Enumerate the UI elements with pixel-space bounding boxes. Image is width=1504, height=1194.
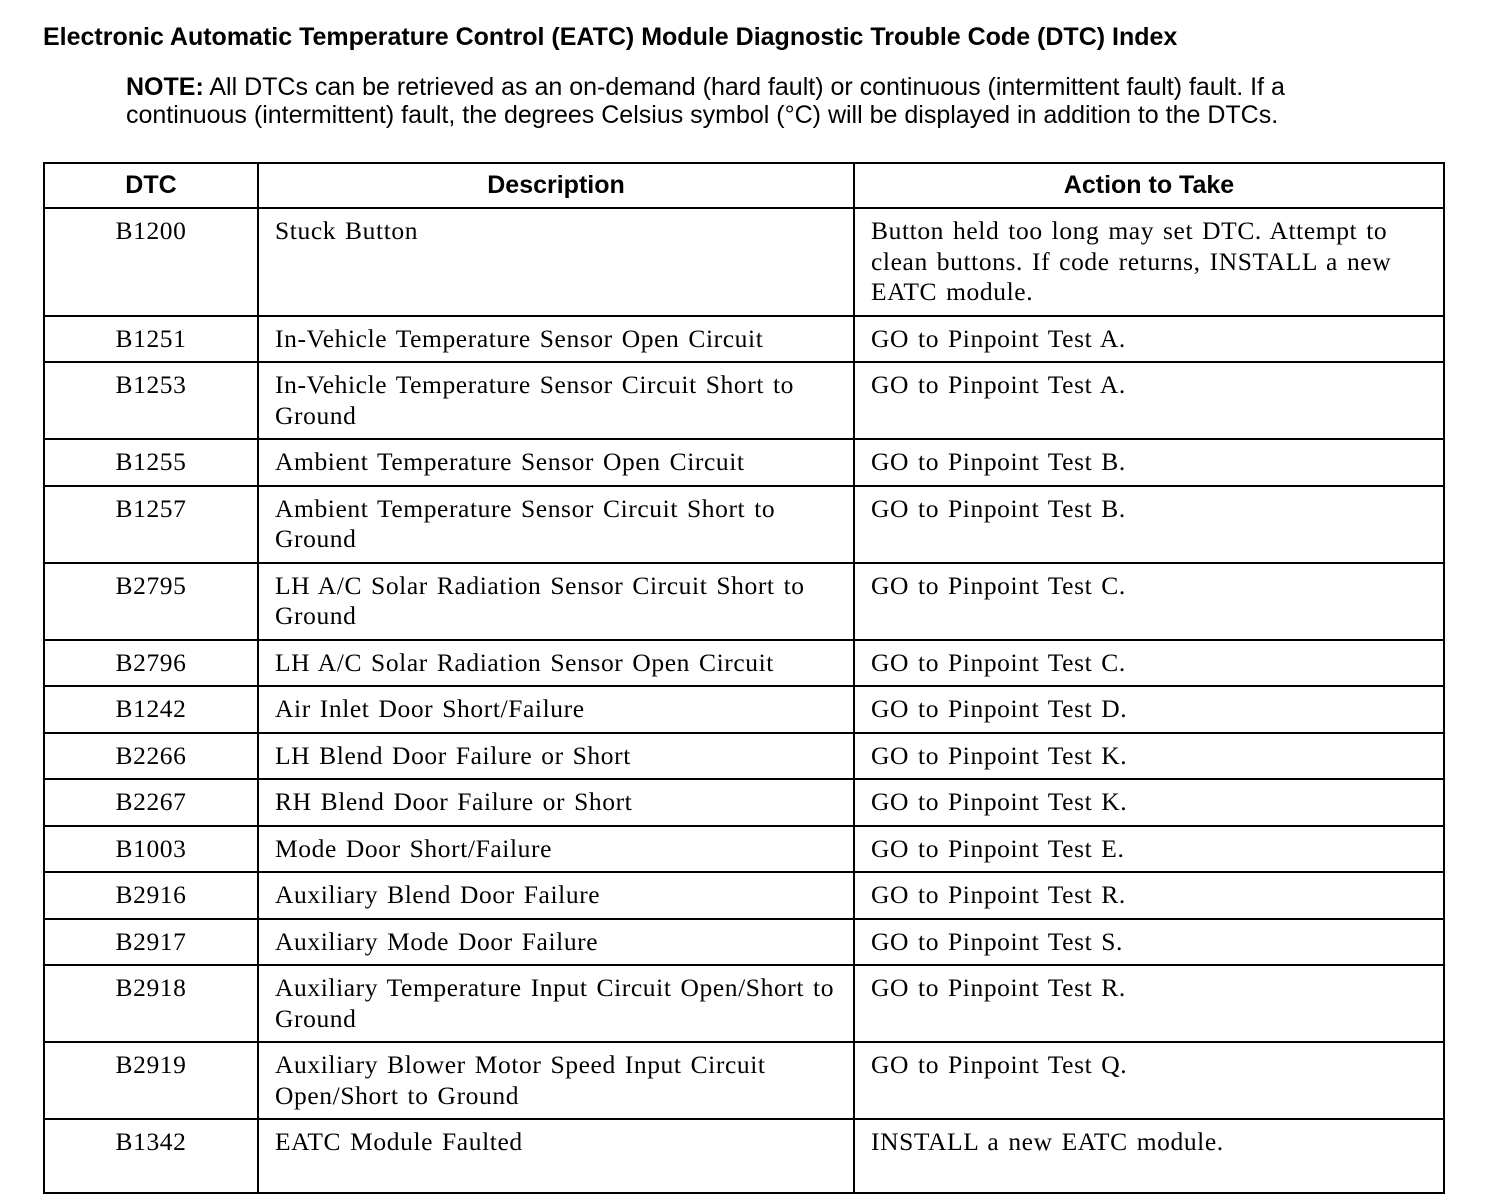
dtc-description: In-Vehicle Temperature Sensor Open Circuit (258, 316, 854, 363)
dtc-action: GO to Pinpoint Test K. (854, 779, 1444, 826)
dtc-action: GO to Pinpoint Test B. (854, 439, 1444, 486)
table-row (44, 733, 1444, 780)
dtc-description: EATC Module Faulted (258, 1119, 854, 1193)
dtc-description: LH Blend Door Failure or Short (258, 733, 854, 780)
dtc-code: B2795 (44, 563, 258, 640)
dtc-action: GO to Pinpoint Test S. (854, 919, 1444, 966)
note-paragraph (126, 74, 1386, 129)
note-text: All DTCs can be retrieved as an on-demand (hard fault) or continuous (intermittent fault) fault. If a continuous (intermittent) fault, the degrees Celsius symbol (°C) will be displayed in addition to the DTCs. (126, 73, 1285, 129)
dtc-code: B1251 (44, 316, 258, 363)
dtc-action: GO to Pinpoint Test B. (854, 486, 1444, 563)
table-row (44, 919, 1444, 966)
table-row (44, 965, 1444, 1042)
dtc-action: GO to Pinpoint Test A. (854, 362, 1444, 439)
dtc-description: Auxiliary Blower Motor Speed Input Circuit Open/Short to Ground (258, 1042, 854, 1119)
dtc-table (43, 162, 1445, 1194)
dtc-description: Auxiliary Mode Door Failure (258, 919, 854, 966)
dtc-description: Ambient Temperature Sensor Open Circuit (258, 439, 854, 486)
page-title: Electronic Automatic Temperature Control (EATC) Module Diagnostic Trouble Code (DTC) Index (43, 23, 1178, 51)
dtc-code: B1255 (44, 439, 258, 486)
dtc-code: B2919 (44, 1042, 258, 1119)
header-description: Description (258, 163, 854, 208)
dtc-action: GO to Pinpoint Test K. (854, 733, 1444, 780)
dtc-description: Auxiliary Blend Door Failure (258, 872, 854, 919)
dtc-description: RH Blend Door Failure or Short (258, 779, 854, 826)
dtc-description: Air Inlet Door Short/Failure (258, 686, 854, 733)
dtc-code: B1242 (44, 686, 258, 733)
table-row (44, 1042, 1444, 1119)
dtc-code: B2918 (44, 965, 258, 1042)
dtc-action: GO to Pinpoint Test R. (854, 965, 1444, 1042)
table-row (44, 779, 1444, 826)
dtc-code: B1003 (44, 826, 258, 873)
dtc-action: GO to Pinpoint Test Q. (854, 1042, 1444, 1119)
dtc-description: Stuck Button (258, 208, 854, 316)
dtc-code: B1342 (44, 1119, 258, 1193)
dtc-code: B1200 (44, 208, 258, 316)
table-header (44, 163, 1444, 208)
dtc-code: B2796 (44, 640, 258, 687)
dtc-action: GO to Pinpoint Test E. (854, 826, 1444, 873)
dtc-code: B2266 (44, 733, 258, 780)
dtc-description: Auxiliary Temperature Input Circuit Open/Short to Ground (258, 965, 854, 1042)
table-row (44, 686, 1444, 733)
table-row (44, 486, 1444, 563)
dtc-action: GO to Pinpoint Test C. (854, 563, 1444, 640)
table-row (44, 208, 1444, 316)
dtc-code: B1257 (44, 486, 258, 563)
table-body (44, 208, 1444, 1193)
dtc-code: B2916 (44, 872, 258, 919)
table-row (44, 362, 1444, 439)
dtc-description: Ambient Temperature Sensor Circuit Short to Ground (258, 486, 854, 563)
dtc-description: In-Vehicle Temperature Sensor Circuit Short to Ground (258, 362, 854, 439)
dtc-action: Button held too long may set DTC. Attempt to clean buttons. If code returns, INSTALL a new EATC module. (854, 208, 1444, 316)
header-row (44, 163, 1444, 208)
dtc-code: B2917 (44, 919, 258, 966)
header-action: Action to Take (854, 163, 1444, 208)
dtc-description: LH A/C Solar Radiation Sensor Open Circuit (258, 640, 854, 687)
dtc-action: GO to Pinpoint Test A. (854, 316, 1444, 363)
table-row (44, 439, 1444, 486)
dtc-description: Mode Door Short/Failure (258, 826, 854, 873)
dtc-action: INSTALL a new EATC module. (854, 1119, 1444, 1193)
header-dtc: DTC (44, 163, 258, 208)
table-row (44, 316, 1444, 363)
dtc-code: B2267 (44, 779, 258, 826)
dtc-action: GO to Pinpoint Test C. (854, 640, 1444, 687)
dtc-description: LH A/C Solar Radiation Sensor Circuit Short to Ground (258, 563, 854, 640)
table-row (44, 872, 1444, 919)
table-row (44, 563, 1444, 640)
dtc-action: GO to Pinpoint Test D. (854, 686, 1444, 733)
note-label: NOTE: (126, 73, 204, 101)
table-row (44, 640, 1444, 687)
table-row (44, 826, 1444, 873)
dtc-code: B1253 (44, 362, 258, 439)
dtc-action: GO to Pinpoint Test R. (854, 872, 1444, 919)
